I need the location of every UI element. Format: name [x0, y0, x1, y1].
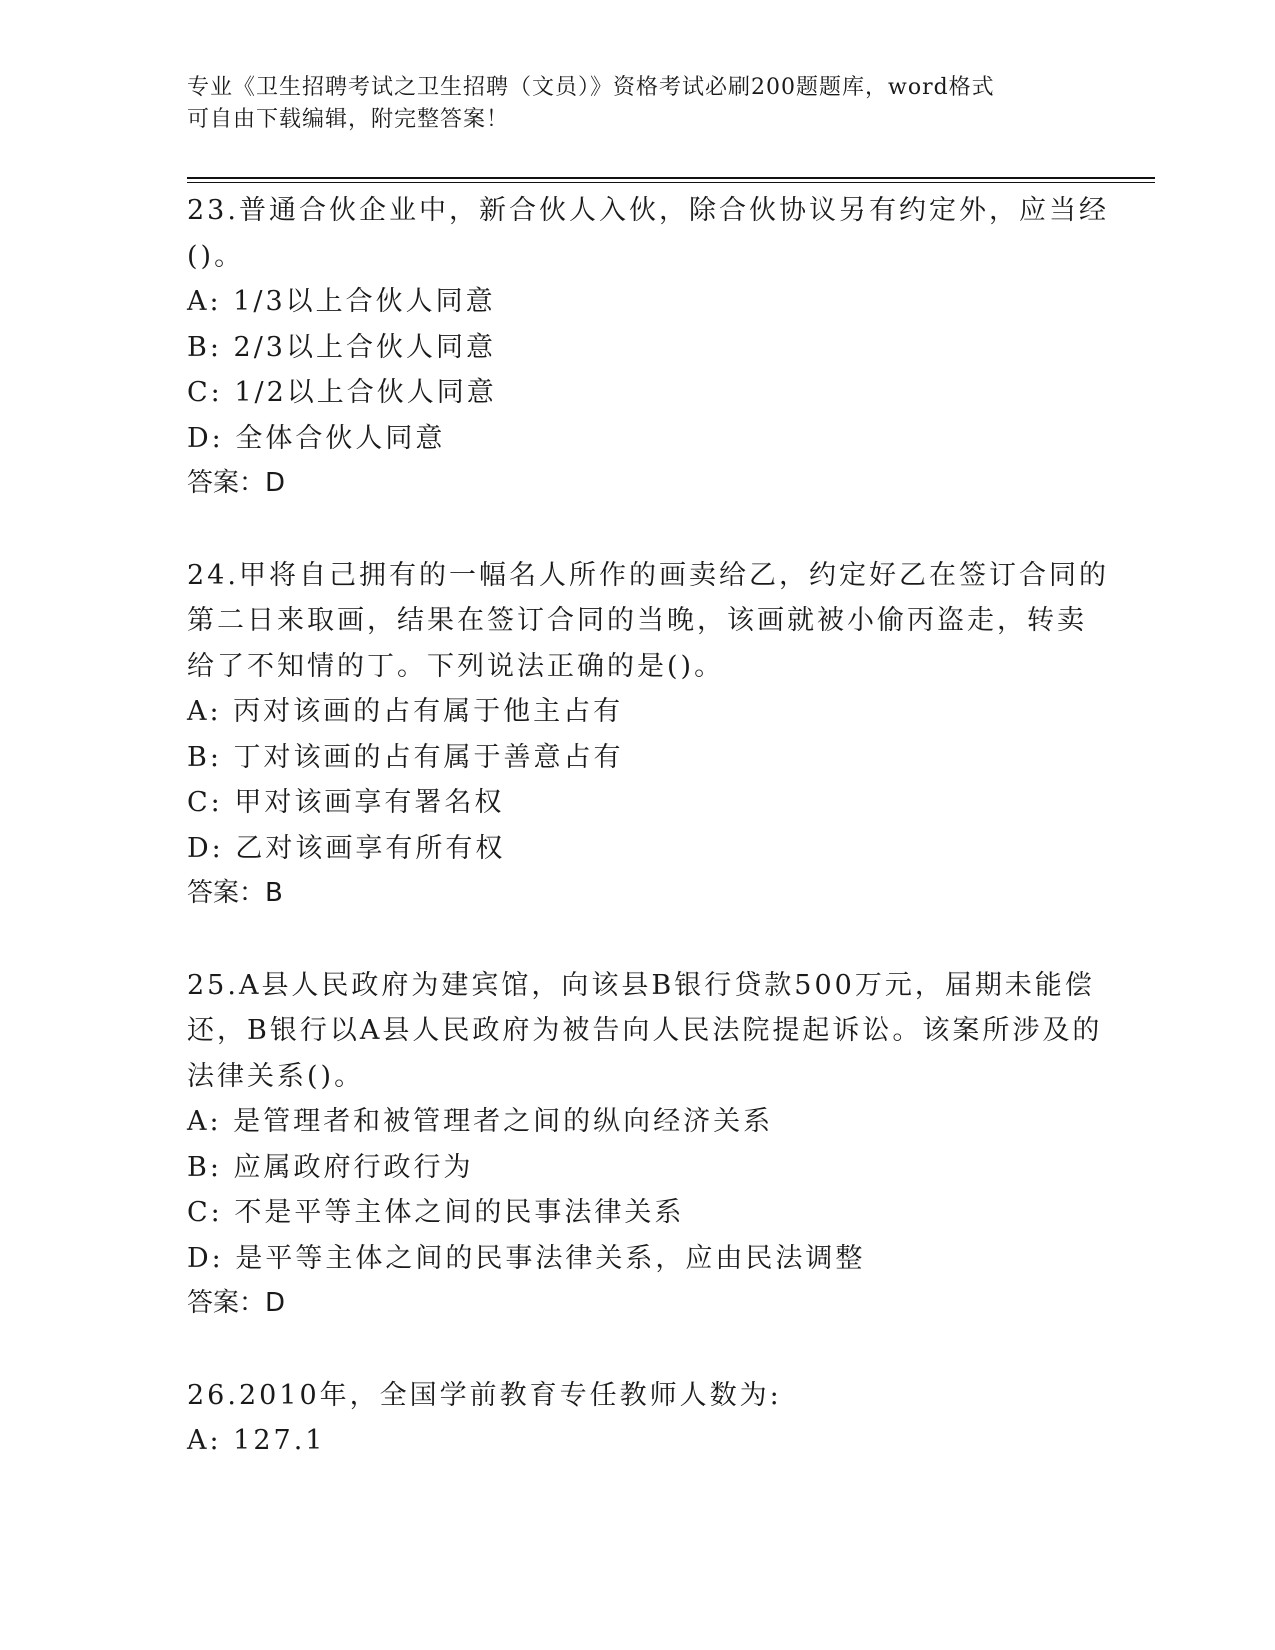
- header-divider-thin: [187, 182, 1155, 183]
- option-a: A: 1/3以上合伙人同意: [187, 286, 496, 317]
- option-a: A: 丙对该画的占有属于他主占有: [187, 696, 624, 727]
- question-25: [187, 963, 1103, 1327]
- option-a: A: 127.1: [187, 1425, 326, 1456]
- question-stem-line: 法律关系()。: [187, 1060, 365, 1092]
- option-b: B: 2/3以上合伙人同意: [187, 331, 496, 363]
- question-stem-line: 第二日来取画，结果在签订合同的当晚，该画就被小偷丙盗走，转卖: [187, 605, 1087, 636]
- question-stem-line: 26.2010年，全国学前教育专任教师人数为:: [187, 1379, 782, 1411]
- header-divider-thick: [187, 177, 1155, 179]
- spacer: [187, 507, 1087, 553]
- question-stem-line: 25.A县人民政府为建宾馆，向该县B银行贷款500万元，届期未能偿: [187, 969, 1095, 1001]
- question-stem-line: 给了不知情的丁。下列说法正确的是()。: [187, 650, 725, 682]
- option-c: C: 甲对该画享有署名权: [187, 787, 505, 818]
- option-a: A: 是管理者和被管理者之间的纵向经济关系: [187, 1106, 774, 1137]
- question-stem-line: 还，B银行以A县人民政府为被告向人民法院提起诉讼。该案所涉及的: [187, 1015, 1103, 1046]
- document-header: [187, 72, 1067, 136]
- question-stem-line: 23.普通合伙企业中，新合伙人入伙，除合伙协议另有约定外，应当经: [187, 195, 1109, 226]
- answer-label: 答案：D: [187, 1288, 286, 1318]
- question-list: [187, 188, 1109, 1464]
- option-b: B: 应属政府行政行为: [187, 1151, 474, 1183]
- question-stem-line: ()。: [187, 240, 245, 272]
- option-d: D: 是平等主体之间的民事法律关系，应由民法调整: [187, 1242, 866, 1274]
- option-d: D: 乙对该画享有所有权: [187, 832, 506, 864]
- option-c: C: 1/2以上合伙人同意: [187, 377, 497, 408]
- answer-label: 答案：B: [187, 878, 283, 908]
- answer-label: 答案：D: [187, 468, 286, 498]
- header-title-line-1: 专业《卫生招聘考试之卫生招聘（文员）》资格考试必刷200题题库，word格式: [187, 75, 995, 100]
- header-title-line-2: 可自由下载编辑，附完整答案！: [187, 107, 510, 132]
- option-c: C: 不是平等主体之间的民事法律关系: [187, 1197, 685, 1228]
- question-24: [187, 553, 1109, 917]
- question-26: [187, 1373, 1087, 1464]
- option-b: B: 丁对该画的占有属于善意占有: [187, 741, 624, 773]
- spacer: [187, 1327, 1087, 1373]
- spacer: [187, 917, 1087, 963]
- question-23: [187, 188, 1109, 507]
- question-stem-line: 24.甲将自己拥有的一幅名人所作的画卖给乙，约定好乙在签订合同的: [187, 559, 1109, 591]
- option-d: D: 全体合伙人同意: [187, 422, 446, 454]
